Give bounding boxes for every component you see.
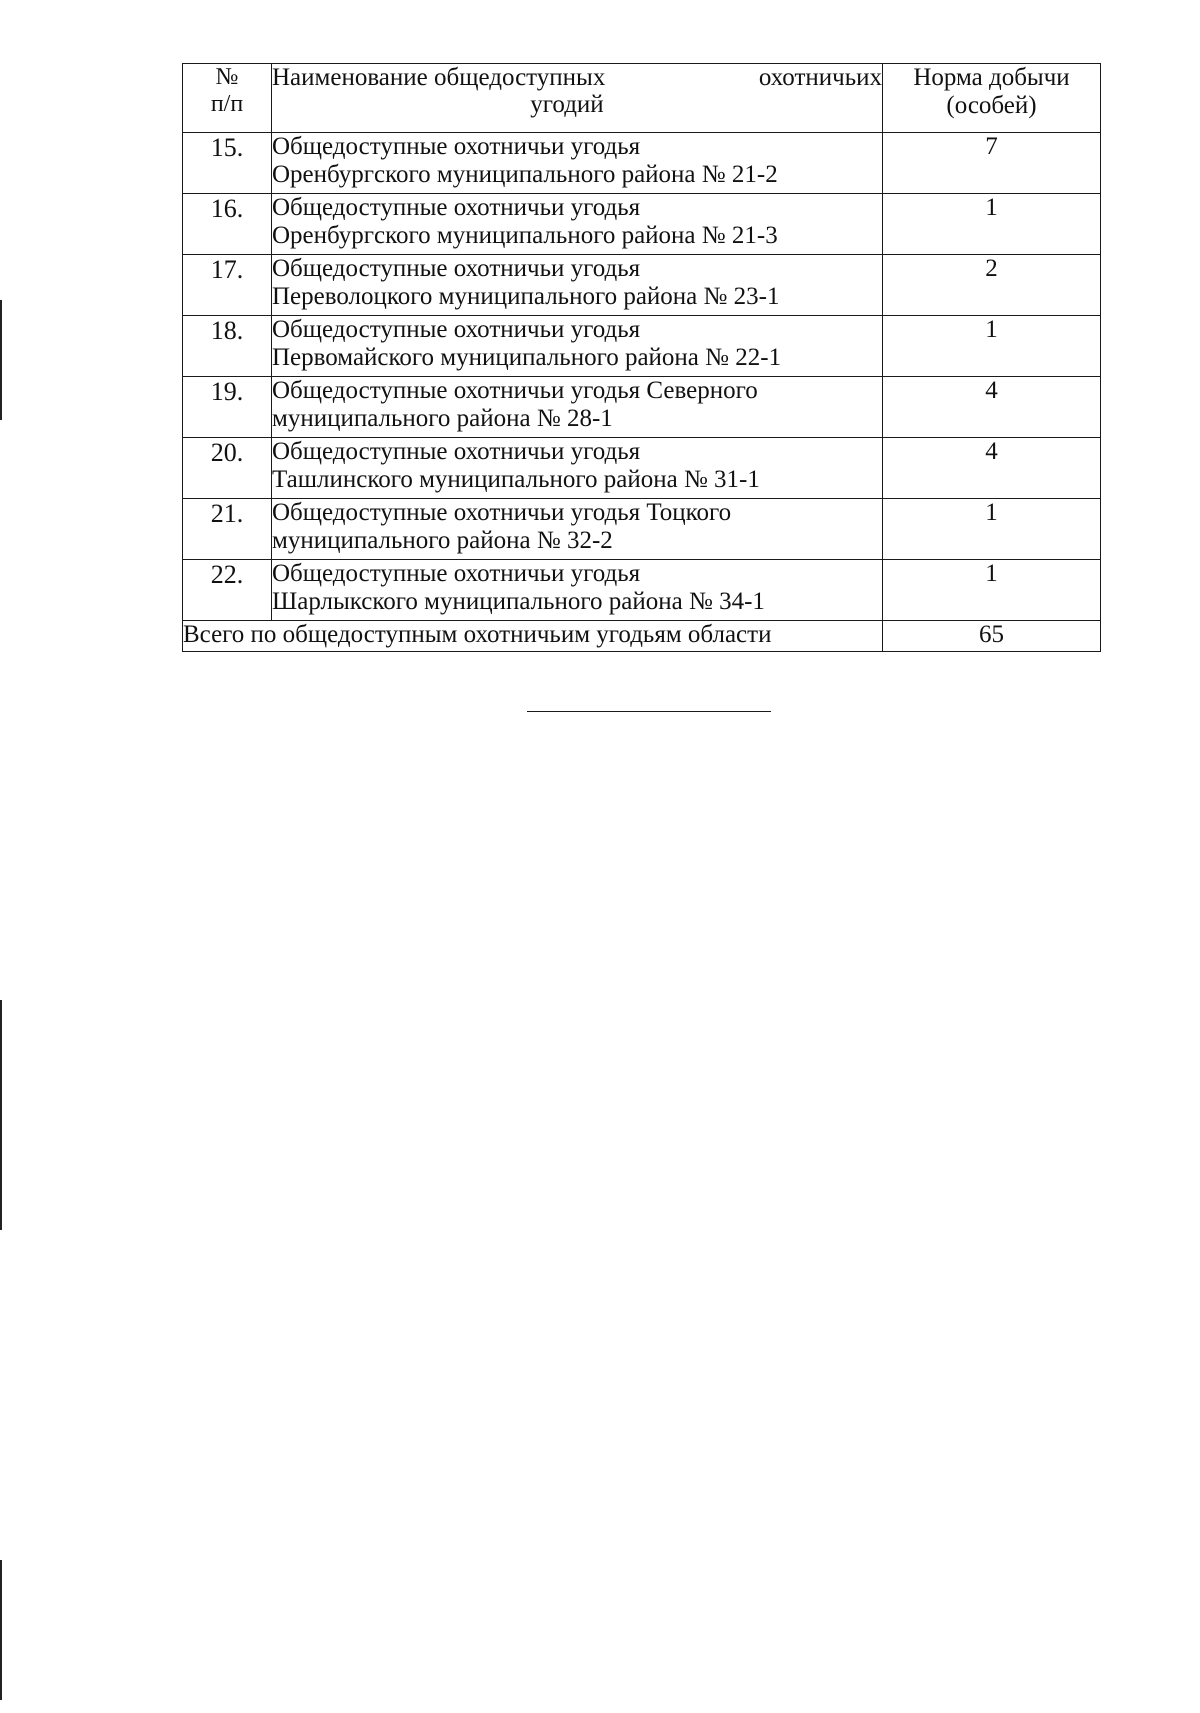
end-of-document-rule (527, 711, 771, 712)
row-number: 19. (183, 377, 272, 438)
header-number (183, 64, 272, 133)
row-number: 20. (183, 438, 272, 499)
row-name-line1: Общедоступные охотничьи угодья (272, 316, 641, 343)
row-norm: 1 (883, 194, 1101, 255)
table-row (183, 377, 1101, 438)
row-name (272, 316, 883, 377)
row-name-line1: Общедоступные охотничьи угодья (272, 194, 641, 221)
row-name (272, 438, 883, 499)
table-row (183, 316, 1101, 377)
row-name-line1: Общедоступные охотничьи угодья (272, 255, 641, 282)
header-name (272, 64, 883, 133)
header-number-symbol: № (215, 64, 239, 90)
hunting-quota-table (182, 63, 1101, 652)
header-number-abbrev: п/п (210, 91, 244, 117)
table-header-row (183, 64, 1101, 133)
row-name-line2: муниципального района № 28-1 (272, 405, 613, 432)
row-norm: 1 (883, 316, 1101, 377)
scan-margin-mark (0, 1000, 2, 1230)
total-label: Всего по общедоступным охотничьим угодьям области (183, 621, 883, 652)
row-name-line1: Общедоступные охотничьи угодья (272, 133, 641, 160)
row-norm: 1 (883, 499, 1101, 560)
table-total-row (183, 621, 1101, 652)
row-name-line2: Шарлыкского муниципального района № 34-1 (272, 588, 765, 615)
row-number: 22. (183, 560, 272, 621)
scan-margin-mark (0, 300, 2, 420)
header-norm (883, 64, 1101, 133)
row-number: 17. (183, 255, 272, 316)
row-name-line2: Оренбургского муниципального района № 21-3 (272, 222, 778, 249)
table-row (183, 560, 1101, 621)
header-name-right: охотничьих (758, 64, 882, 91)
row-number: 15. (183, 133, 272, 194)
row-name-line1: Общедоступные охотничьи угодья Тоцкого (272, 499, 732, 526)
row-norm: 4 (883, 438, 1101, 499)
table-row (183, 438, 1101, 499)
row-name-line1: Общедоступные охотничьи угодья Северного (272, 377, 758, 404)
row-name (272, 194, 883, 255)
row-name-line2: муниципального района № 32-2 (272, 527, 613, 554)
total-value: 65 (883, 621, 1101, 652)
row-name (272, 560, 883, 621)
header-norm-line1: Норма добычи (913, 64, 1070, 91)
header-norm-line2: (особей) (946, 92, 1037, 119)
row-norm: 7 (883, 133, 1101, 194)
row-name (272, 377, 883, 438)
row-name-line2: Переволоцкого муниципального района № 23-1 (272, 283, 780, 310)
header-name-line1 (272, 64, 882, 91)
row-name-line2: Первомайского муниципального района № 22-1 (272, 344, 782, 371)
row-name-line2: Ташлинского муниципального района № 31-1 (272, 466, 760, 493)
row-number: 18. (183, 316, 272, 377)
table-row (183, 133, 1101, 194)
row-name (272, 499, 883, 560)
header-name-line2: угодий (530, 91, 604, 118)
row-name-line2: Оренбургского муниципального района № 21-2 (272, 161, 778, 188)
row-norm: 1 (883, 560, 1101, 621)
table-row (183, 194, 1101, 255)
scan-margin-mark (0, 1560, 2, 1700)
table-row (183, 499, 1101, 560)
row-name (272, 133, 883, 194)
row-name-line1: Общедоступные охотничьи угодья (272, 560, 641, 587)
row-number: 16. (183, 194, 272, 255)
row-norm: 2 (883, 255, 1101, 316)
row-number: 21. (183, 499, 272, 560)
row-name (272, 255, 883, 316)
row-norm: 4 (883, 377, 1101, 438)
row-name-line1: Общедоступные охотничьи угодья (272, 438, 641, 465)
header-name-left: Наименование общедоступных (272, 64, 606, 91)
table-row (183, 255, 1101, 316)
